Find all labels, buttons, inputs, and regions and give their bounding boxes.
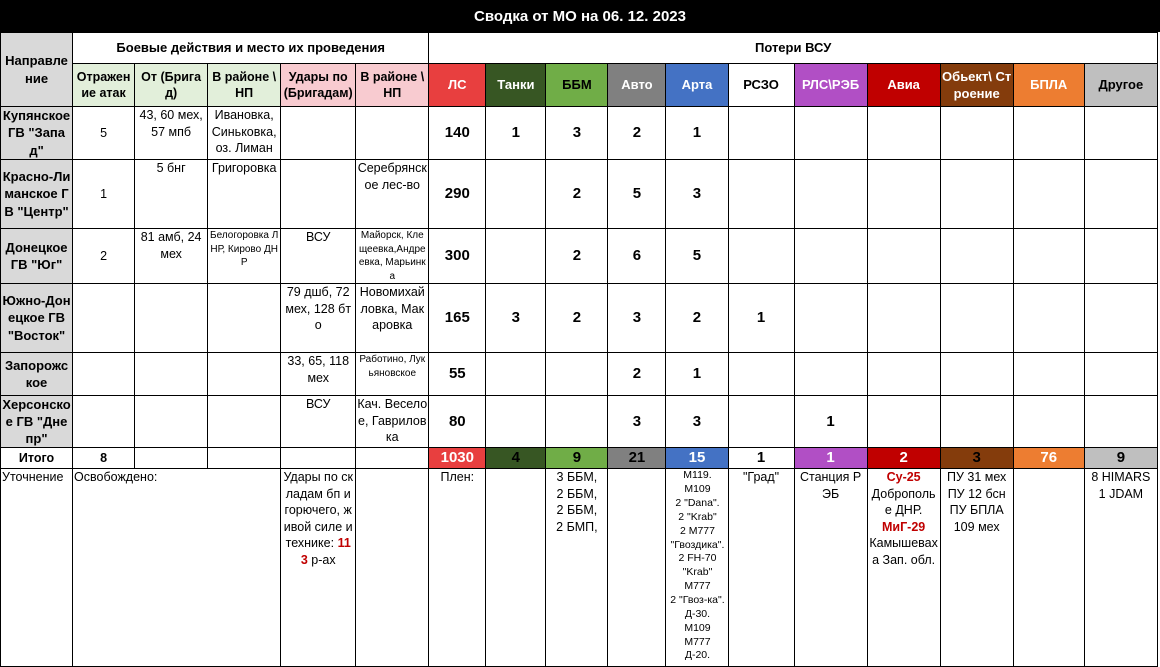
area-2-value: Серебрянское лес-во (356, 160, 429, 229)
totals-empty (135, 448, 208, 469)
total-bbm: 9 (546, 448, 608, 469)
repelled-value (73, 284, 135, 353)
area-2-note (356, 469, 429, 667)
loss-bpla-value (1013, 353, 1084, 396)
loss-rszo-value (728, 396, 794, 448)
loss-rls-value (794, 107, 867, 160)
direction-row (1, 107, 1158, 160)
arta-note-line: "Гвоздика". (670, 538, 725, 551)
object-note-line: ПУ 12 бсн (947, 486, 1006, 501)
arta-note-line: М109 (684, 621, 711, 634)
loss-header-bpla: БПЛА (1013, 64, 1084, 107)
area-2-value: Новомихайловка, Макаровка (356, 284, 429, 353)
bbm-note-line: 2 БМП, (556, 519, 598, 534)
from-brigades-value: 5 бнг (135, 160, 208, 229)
object-note-line: ПУ 31 мех (947, 470, 1007, 485)
other-note (1084, 469, 1157, 667)
from-brigades-value (135, 396, 208, 448)
loss-avia-value (867, 353, 940, 396)
object-note (940, 469, 1013, 667)
totals-label: Итого (1, 448, 73, 469)
bbm-note-line: 2 ББМ, (556, 486, 598, 501)
loss-ls-value: 140 (429, 107, 486, 160)
header-row-1 (1, 33, 1158, 64)
avia-1-name: Су-25 (886, 470, 921, 485)
loss-other-value (1084, 229, 1157, 284)
arta-note-line: М119. (683, 469, 712, 482)
repelled-value: 5 (73, 107, 135, 160)
strikes-suffix: р-ах (311, 552, 336, 567)
loss-header-other: Другое (1084, 64, 1157, 107)
repelled-value (73, 353, 135, 396)
loss-avia-value (867, 396, 940, 448)
arta-note-line: М109 (684, 483, 711, 496)
arta-note-line: М777 (684, 580, 711, 593)
loss-ls-value: 55 (429, 353, 486, 396)
area-1-value: Григоровка (208, 160, 281, 229)
loss-arta-value: 1 (666, 353, 728, 396)
loss-arta-value: 2 (666, 284, 728, 353)
loss-rszo-value (728, 107, 794, 160)
loss-header-ls: ЛС (429, 64, 486, 107)
object-note-line: ПУ БПЛА (949, 503, 1004, 518)
total-ls: 1030 (429, 448, 486, 469)
loss-ls-value: 290 (429, 160, 486, 229)
loss-auto-value: 3 (608, 396, 666, 448)
loss-bpla-value (1013, 396, 1084, 448)
loss-bbm-value (546, 396, 608, 448)
arta-note-line: 2 "Гвоз-ка". (670, 594, 725, 606)
area-1-value (208, 353, 281, 396)
avia-1-place: Доброполье ДНР. (871, 486, 936, 518)
arta-note-line: М777 (684, 635, 711, 648)
strikes-value (281, 160, 356, 229)
loss-avia-value (867, 229, 940, 284)
loss-rszo-value (728, 229, 794, 284)
loss-auto-value: 6 (608, 229, 666, 284)
loss-header-rszo: РСЗО (728, 64, 794, 107)
page-title: Сводка от МО на 06. 12. 2023 (0, 0, 1160, 32)
arta-note-line: "Krab" (682, 566, 713, 579)
direction-row (1, 284, 1158, 353)
loss-rls-value (794, 229, 867, 284)
other-note-line: 8 HIMARS (1091, 470, 1151, 485)
loss-rszo-value (728, 353, 794, 396)
loss-avia-value (867, 160, 940, 229)
repelled-value (73, 396, 135, 448)
total-tanks: 4 (486, 448, 546, 469)
object-note-line: 109 мех (953, 519, 1000, 534)
loss-bbm-value: 2 (546, 160, 608, 229)
direction-name: Южно-Донецкое ГВ "Восток" (1, 284, 73, 353)
loss-tanks-value: 1 (486, 107, 546, 160)
loss-arta-value: 5 (666, 229, 728, 284)
strikes-header: Удары по (Бригадам) (281, 64, 356, 107)
loss-rls-value (794, 160, 867, 229)
area-2-value: Майорск, Клещеевка,Андреевка, Марьинка (356, 229, 429, 284)
from-brigades-value (135, 353, 208, 396)
area-1-value: Белогоровка ЛНР, Кирово ДНР (208, 229, 281, 284)
strikes-value: 33, 65, 118 мех (281, 353, 356, 396)
header-row-2 (1, 64, 1158, 107)
from-brigades-value (135, 284, 208, 353)
strikes-value (281, 107, 356, 160)
from-brigades-header: От (Бригад) (135, 64, 208, 107)
totals-row (1, 448, 1158, 469)
arta-note-line: Д-30. (684, 607, 711, 620)
loss-other-value (1084, 284, 1157, 353)
loss-auto-value: 5 (608, 160, 666, 229)
loss-rls-value: 1 (794, 396, 867, 448)
loss-other-value (1084, 107, 1157, 160)
arta-note-line: 2 "Dana". (675, 496, 720, 509)
from-brigades-value: 81 амб, 24 мех (135, 229, 208, 284)
loss-object-value (940, 229, 1013, 284)
strikes-value: ВСУ (281, 396, 356, 448)
repelled-header: Отражение атак (73, 64, 135, 107)
total-arta: 15 (666, 448, 728, 469)
strikes-value: ВСУ (281, 229, 356, 284)
repelled-value: 2 (73, 229, 135, 284)
arta-note-line: 2 FH-70 (678, 552, 717, 565)
direction-name: Красно-Лиманское ГВ "Центр" (1, 160, 73, 229)
loss-bbm-value: 2 (546, 229, 608, 284)
direction-name: Запорожское (1, 353, 73, 396)
strikes-note (281, 469, 356, 667)
total-auto: 21 (608, 448, 666, 469)
direction-row (1, 353, 1158, 396)
loss-ls-value: 165 (429, 284, 486, 353)
arta-note-line: 2 "Krab" (678, 510, 717, 523)
area-2-value: Кач. Веселое, Гавриловка (356, 396, 429, 448)
other-note-line: 1 JDAM (1098, 486, 1144, 501)
loss-other-value (1084, 160, 1157, 229)
loss-rls-value (794, 353, 867, 396)
from-brigades-value: 43, 60 мех, 57 мпб (135, 107, 208, 160)
loss-object-value (940, 396, 1013, 448)
arta-note (666, 469, 728, 667)
loss-header-avia: Авиа (867, 64, 940, 107)
loss-header-rls: РЛС\РЭБ (794, 64, 867, 107)
loss-tanks-value (486, 160, 546, 229)
total-rls: 1 (794, 448, 867, 469)
avia-2-name: МиГ-29 (881, 519, 926, 534)
loss-tanks-value (486, 396, 546, 448)
total-other: 9 (1084, 448, 1157, 469)
strikes-value: 79 дшб, 72 мех, 128 бто (281, 284, 356, 353)
loss-bbm-value: 2 (546, 284, 608, 353)
loss-header-auto: Авто (608, 64, 666, 107)
total-object: 3 (940, 448, 1013, 469)
loss-avia-value (867, 107, 940, 160)
area-1-header: В районе \ НП (208, 64, 281, 107)
bbm-note-line: 3 ББМ, (556, 470, 598, 485)
total-avia: 2 (867, 448, 940, 469)
loss-header-arta: Арта (666, 64, 728, 107)
avia-note (867, 469, 940, 667)
bbm-note-line: 2 ББМ, (556, 503, 598, 518)
losses-table (0, 32, 1158, 667)
loss-header-bbm: ББМ (546, 64, 608, 107)
liberated-label: Освобождено: (73, 469, 281, 667)
area-2-header: В районе \ НП (356, 64, 429, 107)
total-bpla: 76 (1013, 448, 1084, 469)
loss-bbm-value (546, 353, 608, 396)
direction-name: Купянское ГВ "Запад" (1, 107, 73, 160)
area-1-value (208, 284, 281, 353)
rls-note: Станция РЭБ (794, 469, 867, 667)
total-rszo: 1 (728, 448, 794, 469)
totals-empty (281, 448, 356, 469)
loss-header-tanks: Танки (486, 64, 546, 107)
loss-ls-value: 300 (429, 229, 486, 284)
direction-name: Херсонское ГВ "Днепр" (2, 397, 71, 447)
tanks-note (486, 469, 546, 667)
totals-repelled: 8 (73, 448, 135, 469)
loss-object-value (940, 353, 1013, 396)
direction-row (1, 160, 1158, 229)
loss-rszo-value (728, 160, 794, 229)
loss-tanks-value (486, 229, 546, 284)
loss-object-value (940, 284, 1013, 353)
loss-auto-value: 3 (608, 284, 666, 353)
direction-header: Направление (1, 33, 73, 107)
loss-ls-value: 80 (429, 396, 486, 448)
loss-bpla-value (1013, 229, 1084, 284)
area-2-value: Работино, Лукьяновское (356, 353, 429, 396)
loss-tanks-value: 3 (486, 284, 546, 353)
bbm-note (546, 469, 608, 667)
loss-tanks-value (486, 353, 546, 396)
loss-auto-value: 2 (608, 107, 666, 160)
auto-note (608, 469, 666, 667)
avia-2-place: Камышеваха Зап. обл. (869, 536, 938, 567)
area-2-value (356, 107, 429, 160)
area-1-value (208, 396, 281, 448)
loss-object-value (940, 160, 1013, 229)
strikes-note-text: Удары по складам бп и горючего, живой силе и технике: (283, 470, 353, 551)
bpla-note (1013, 469, 1084, 667)
direction-row (1, 396, 1158, 448)
loss-bpla-value (1013, 160, 1084, 229)
losses-group-header: Потери ВСУ (429, 33, 1158, 64)
loss-bpla-value (1013, 284, 1084, 353)
loss-rszo-value: 1 (728, 284, 794, 353)
loss-header-object: Обьект\ Строение (940, 64, 1013, 107)
loss-bpla-value (1013, 107, 1084, 160)
ls-note: Плен: (429, 469, 486, 667)
direction-row (1, 229, 1158, 284)
loss-arta-value: 3 (666, 396, 728, 448)
totals-empty (208, 448, 281, 469)
strikes-count: 113 (300, 536, 351, 567)
arta-note-line: Д-20. (684, 649, 711, 662)
combat-group-header: Боевые действия и место их проведения (73, 33, 429, 64)
rszo-note: "Град" (728, 469, 794, 667)
loss-arta-value: 1 (666, 107, 728, 160)
loss-auto-value: 2 (608, 353, 666, 396)
loss-arta-value: 3 (666, 160, 728, 229)
totals-empty (356, 448, 429, 469)
loss-avia-value (867, 284, 940, 353)
clarification-label: Уточнение (1, 469, 73, 667)
loss-bbm-value: 3 (546, 107, 608, 160)
direction-name: Донецкое ГВ "Юг" (1, 229, 73, 284)
clarification-row (1, 469, 1158, 667)
arta-note-line: 2 М777 (679, 524, 715, 537)
loss-other-value (1084, 396, 1157, 448)
repelled-value: 1 (73, 160, 135, 229)
area-1-value: Ивановка, Синьковка, оз. Лиман (208, 107, 281, 160)
loss-other-value (1084, 353, 1157, 396)
loss-rls-value (794, 284, 867, 353)
loss-object-value (940, 107, 1013, 160)
